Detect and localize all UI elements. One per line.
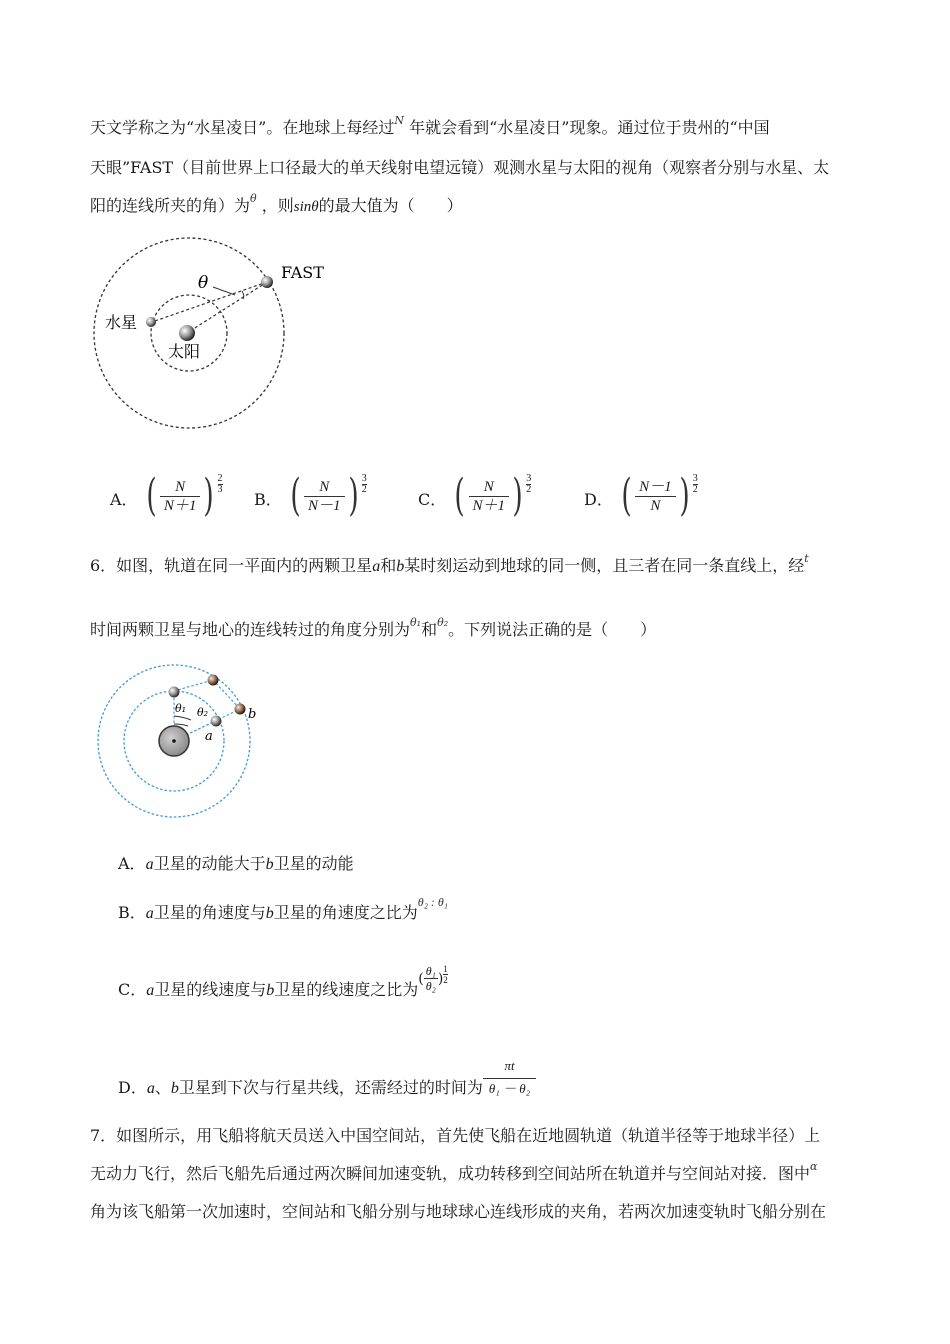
label-mercury: 水星 [105,313,138,332]
denominator: N－1 [308,497,341,514]
var-a: a [146,982,155,999]
satellite-a [211,716,222,727]
exp-top: 2 [217,473,223,484]
left-paren: ( [621,470,632,521]
q5-text: 年就会看到“水星凌日”现象。通过位于贵州的“中国 [409,118,770,137]
q5-option-d[interactable] [584,470,698,521]
option-text: 卫星的角速度之比为 [273,903,418,922]
earth-center [172,739,176,743]
numerator: θ₁ [425,964,436,978]
option-letter: A． [110,489,138,509]
ratio-expr: θ₂ : θ₁ [417,895,448,909]
exponent [218,474,223,495]
q6-option-c[interactable] [118,964,448,1005]
var-a: a [372,558,381,575]
line-start-b [174,680,213,691]
option-text: 卫星的动能 [273,854,354,873]
var-theta: θ [250,192,257,205]
denominator: θ₂ [425,979,436,993]
ratio-power [418,964,448,993]
option-letter: D． [584,489,613,509]
right-paren: ) [347,470,359,521]
option-text: 卫星到下次与行星共线，还需经过的时间为 [178,1078,483,1097]
q7-line-3 [90,1202,826,1222]
label-fast: FAST [281,263,324,282]
q7-text: 无动力飞行，然后飞船先后通过两次瞬间加速变轨，成功转移到空间站所在轨道并与空间站对接．图中 [90,1164,811,1183]
exponent [443,964,448,985]
q5-line-1 [90,114,770,140]
var-t: t [804,552,809,565]
numerator: N－1 [635,478,676,497]
q5-text: 的最大值为（ ） [318,196,463,215]
q5-option-c[interactable] [418,470,532,521]
var-b: b [266,982,275,999]
left-paren: ( [290,470,301,521]
denominator: θ₁ － θ₂ [488,1081,531,1096]
left-paren: ( [146,470,157,521]
var-alpha: α [810,1160,818,1173]
label-a: a [205,729,213,744]
option-letter: C． [118,980,147,999]
exponent [693,474,698,495]
mercury-transit-figure [85,225,324,435]
option-letter: D． [118,1078,147,1097]
var-theta2: θ₂ [437,616,449,629]
var-b: b [396,558,405,575]
option-letter: B． [118,903,146,922]
var-a: a [145,905,154,922]
fraction [469,478,510,515]
satellite-orbit-figure [90,660,275,820]
q6-option-a[interactable] [118,854,354,875]
line-fast-mercury [152,282,267,322]
numerator: πt [483,1054,536,1079]
q6-text: 时间两颗卫星与地心的连线转过的角度分别为 [90,620,411,639]
left-paren: ( [418,971,424,987]
q6-text: 某时刻运动到地球的同一侧，且三者在同一条直线上，经 [404,556,805,575]
numerator: N [469,478,510,497]
exponent [526,474,531,495]
exp-top: 3 [361,473,367,484]
option-text: 、 [154,1078,171,1097]
q5-text: 天眼”FAST（目前世界上口径最大的单天线射电望远镜）观测水星与太阳的视角（观察者分别与水星、太 [90,158,830,177]
fraction [483,1054,536,1099]
q7-text: 角为该飞船第一次加速时，空间站和飞船分别与地球球心连线形成的夹角，若两次加速变轨时飞船分别在 [90,1202,827,1221]
option-text: 卫星的角速度与 [153,903,266,922]
right-paren: ) [512,470,523,521]
q5-option-a[interactable] [110,470,223,521]
q6-text: 。下列说法正确的是（ ） [448,620,657,639]
exp-top: 3 [526,473,532,484]
left-paren: ( [454,470,466,521]
arc-theta1 [174,716,191,720]
option-letter: C． [418,489,447,509]
label-theta1: θ₁ [175,702,187,715]
option-text: 卫星的动能大于 [153,854,266,873]
fraction [424,964,438,993]
var-a: a [146,1080,155,1097]
denominator: N [650,497,661,514]
satellite-b-pos [208,675,219,686]
right-paren: ) [679,470,690,521]
label-theta: θ [198,273,209,293]
fraction [160,478,201,515]
q5-option-b[interactable] [254,470,367,521]
denominator: N＋1 [472,497,506,514]
var-b: b [265,905,274,922]
option-text: 卫星的线速度与 [154,980,267,999]
line-b-b2 [213,680,240,709]
mercury-dot [146,317,156,327]
exp-bot: 2 [692,484,698,495]
option-letter: A． [118,854,146,873]
q5-line-2 [90,158,829,178]
var-a: a [145,856,154,873]
q6-text: 6．如图，轨道在同一平面内的两颗卫星 [90,556,373,575]
q5-text: ，则 [261,196,294,215]
satellite-start [169,687,180,698]
q5-line-3 [90,192,463,218]
sin-theta: sinθ [293,199,319,215]
exp-bot: 2 [443,975,448,985]
fast-dot [261,276,273,288]
label-sun: 太阳 [168,342,201,361]
exp-bot: 2 [361,484,367,495]
theta-pointer [213,287,235,295]
option-letter: B． [254,489,282,509]
right-paren: ) [203,470,215,521]
q7-text: 7．如图所示，用飞船将航天员送入中国空间站，首先使飞船在近地圆轨道（轨道半径等于地球半径）上 [90,1126,821,1145]
q6-text: 和 [380,556,397,575]
var-b: b [265,856,274,873]
right-paren: ) [437,971,444,987]
q6-line-2 [90,616,657,642]
numerator: N [160,478,201,497]
label-theta2: θ₂ [197,706,209,719]
q7-line-1 [90,1126,820,1146]
denominator: N＋1 [163,497,197,514]
fraction [635,478,676,515]
var-n: N [394,114,404,127]
exponent [362,474,367,495]
sun-dot [179,325,195,341]
option-text: 卫星的线速度之比为 [274,980,419,999]
numerator: N [304,478,345,497]
exp-bot: 3 [217,484,223,495]
exp-top: 3 [692,473,698,484]
satellite-b [235,704,246,715]
fraction [304,478,345,515]
exp-top: 1 [443,964,448,974]
q7-line-2 [90,1160,818,1186]
var-b: b [170,1080,179,1097]
exp-bot: 2 [526,484,532,495]
q5-text: 天文学称之为“水星凌日”。在地球上每经过 [90,118,395,137]
var-theta1: θ₁ [410,616,422,629]
label-b: b [248,707,257,722]
q6-text: 和 [421,620,438,639]
q6-line-1 [90,552,809,578]
q5-text: 阳的连线所夹的角）为 [90,196,251,215]
